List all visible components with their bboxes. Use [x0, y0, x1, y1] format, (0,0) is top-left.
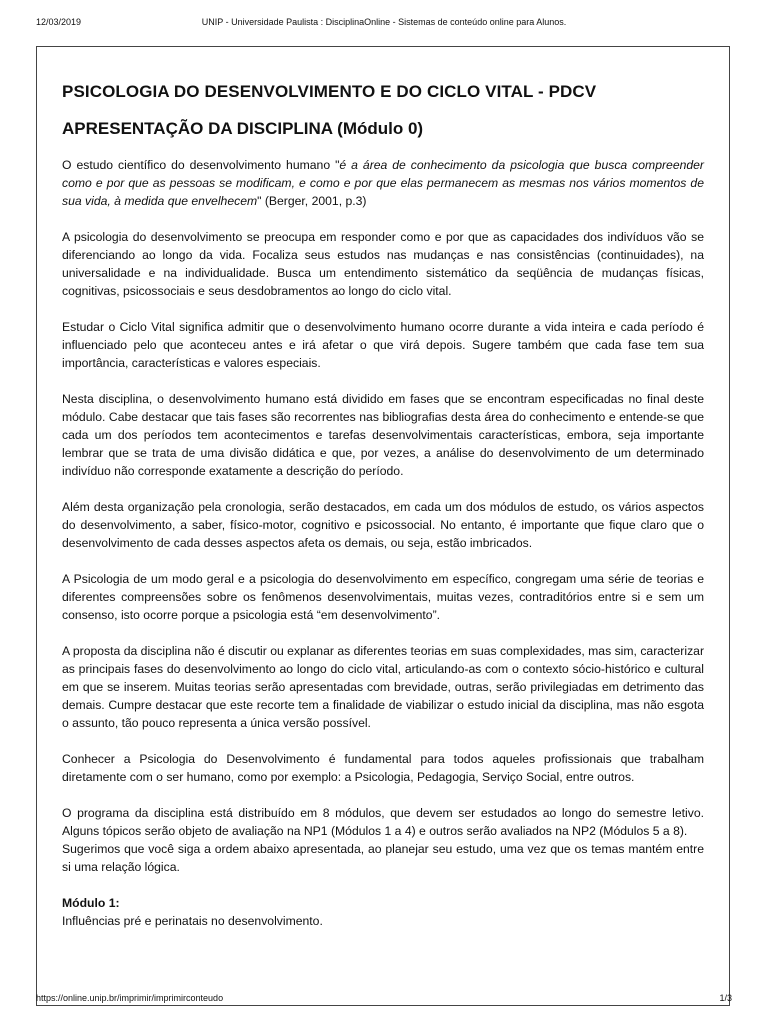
module-description: Influências pré e perinatais no desenvolvimento. [62, 914, 323, 928]
content-box [36, 46, 730, 1006]
paragraph: A Psicologia de um modo geral e a psicologia do desenvolvimento em específico, congregam uma série de teorias e diferentes compreensões sobre os fenômenos desenvolvimentais, muitas vezes, contraditórios entre si e sem um consenso, isto ocorre porque a psicologia está “em desenvolvimento”. [62, 572, 704, 622]
paragraph: Além desta organização pela cronologia, serão destacados, em cada um dos módulos de estudo, os vários aspectos do desenvolvimento, a saber, físico-motor, cognitivo e psicossocial. No entanto, é importante que fique claro que o desenvolvimento de cada desses aspectos afeta os demais, ou seja, estão imbricados. [62, 500, 704, 550]
module-heading: Módulo 1: [62, 896, 120, 910]
intro-quote: é a área de conhecimento da psicologia que busca compreender como e por que as pessoas se modificam, e como e por que elas permanecem as mesmas nos vários momentos de sua vida, à medida que envelhecem [62, 158, 704, 208]
intro-text-before: O estudo científico do desenvolvimento humano " [62, 158, 340, 172]
section-title: APRESENTAÇÃO DA DISCIPLINA (Módulo 0) [62, 119, 424, 138]
program-paragraph: O programa da disciplina está distribuído em 8 módulos, que devem ser estudados ao longo do semestre letivo. Alguns tópicos serão objeto de avaliação na NP1 (Módulos 1 a 4) e outros serão avaliados na NP2 (Módulos 5 a 8). [62, 806, 704, 838]
print-footer [0, 993, 768, 1013]
page-number: 1/3 [719, 993, 732, 1003]
paragraph: Conhecer a Psicologia do Desenvolvimento é fundamental para todos aqueles profissionais que trabalham diretamente com o ser humano, como por exemplo: a Psicologia, Pedagogia, Serviço Social, entre outros. [62, 752, 704, 784]
paragraph: Nesta disciplina, o desenvolvimento humano está dividido em fases que se encontram especificadas no final deste módulo. Cabe destacar que tais fases são recorrentes nas bibliografias desta área do conhecimento e entende-se que cada um dos períodos tem acontecimentos e tarefas desenvolvimentais características, embora, seja importante lembrar que se trata de uma divisão didática e que, por vezes, a análise do desenvolvimento de um determinado indivíduo não corresponde exatamente a descrição do período. [62, 392, 704, 478]
print-page-title: UNIP - Universidade Paulista : DisciplinaOnline - Sistemas de conteúdo online para Alunos. [201, 17, 567, 27]
intro-paragraph [62, 156, 704, 210]
paragraph: A proposta da disciplina não é discutir ou explanar as diferentes teorias em suas complexidades, mas sim, caracterizar as principais fases do desenvolvimento ao longo do ciclo vital, articulando-as com o contexto sócio-histórico e cultural em que se inserem. Muitas teorias serão apresentadas com brevidade, outras, serão privilegiadas em detrimento das demais. Cumpre destacar que este recorte tem a finalidade de viabilizar o estudo inicial da disciplina, mas não esgota o assunto, tão pouco representa a única versão possível. [62, 644, 704, 730]
course-title: PSICOLOGIA DO DESENVOLVIMENTO E DO CICLO VITAL - PDCV [62, 82, 597, 101]
content-inner [62, 81, 704, 930]
paragraph: Estudar o Ciclo Vital significa admitir que o desenvolvimento humano ocorre durante a vida inteira e cada período é influenciado pelo que aconteceu antes e irá afetar o que virá depois. Sugere também que cada fase tem sua importância, características e valores especiais. [62, 320, 704, 370]
print-header [0, 0, 768, 40]
paragraph: A psicologia do desenvolvimento se preocupa em responder como e por que as capacidades dos indivíduos vão se diferenciando ao longo da vida. Focaliza seus estudos nas mudanças e nas consistências (continuidades), na universalidade e na individualidade. Busca um entendimento sistemático da seqüência de mudanças físicas, cognitivas, psicossociais e seus desdobramentos ao longo do ciclo vital. [62, 230, 704, 298]
print-url: https://online.unip.br/imprimir/imprimirconteudo [36, 993, 224, 1003]
suggestion-paragraph: Sugerimos que você siga a ordem abaixo apresentada, ao planejar seu estudo, uma vez que os temas mantém entre si uma relação lógica. [62, 842, 704, 874]
body-text [62, 156, 704, 930]
intro-citation: " (Berger, 2001, p.3) [257, 194, 367, 208]
print-date: 12/03/2019 [36, 17, 82, 27]
